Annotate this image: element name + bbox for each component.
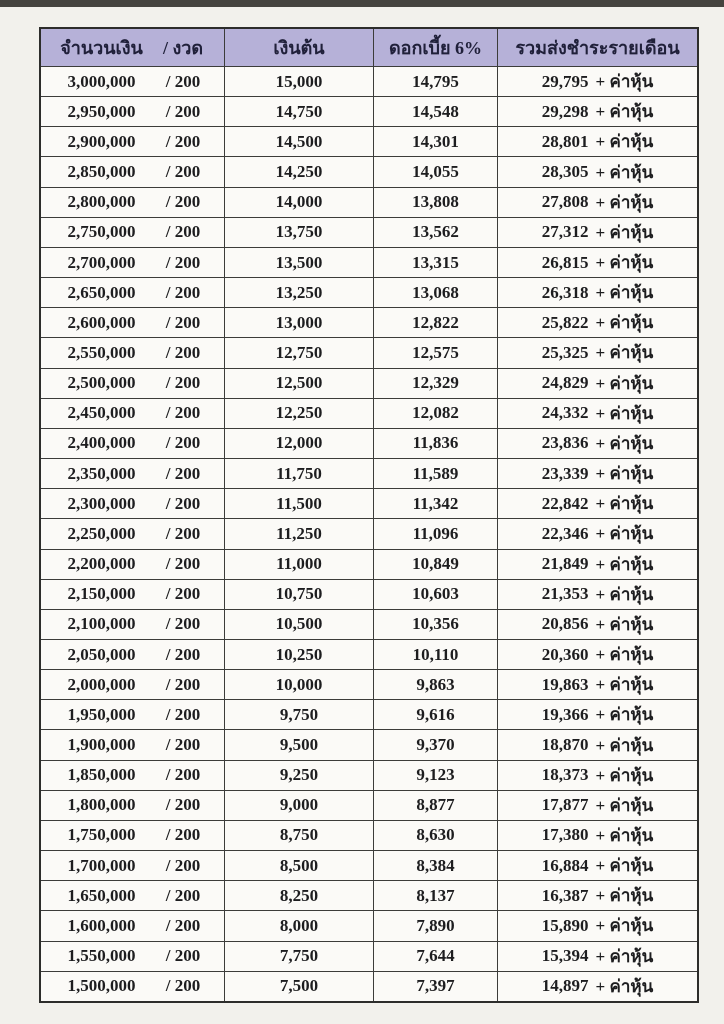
plus-share-label: + ค่าหุ้น	[595, 162, 654, 182]
amount-value: 1,850,000	[67, 765, 136, 785]
plus-share-label: + ค่าหุ้น	[595, 222, 654, 242]
principal-cell: 9,750	[224, 700, 373, 729]
total-cell	[497, 610, 697, 639]
plus-share-label: + ค่าหุ้น	[595, 132, 654, 152]
plus-share-label: + ค่าหุ้น	[595, 343, 654, 363]
amount-value: 2,950,000	[67, 101, 136, 121]
principal-cell: 8,000	[224, 911, 373, 940]
principal-cell: 10,750	[224, 580, 373, 609]
interest-cell: 8,137	[373, 881, 497, 910]
table-row	[41, 488, 697, 518]
amount-cell	[41, 218, 224, 247]
total-cell	[497, 278, 697, 307]
plus-share-label: + ค่าหุ้น	[595, 886, 654, 906]
total-value: 26,815	[541, 252, 589, 272]
table-row	[41, 790, 697, 820]
amount-cell	[41, 519, 224, 548]
table-row	[41, 609, 697, 639]
plus-share-label: + ค่าหุ้น	[595, 524, 654, 544]
total-cell	[497, 218, 697, 247]
plus-share-label: + ค่าหุ้น	[595, 976, 654, 996]
plus-share-label: + ค่าหุ้น	[595, 735, 654, 755]
table-row	[41, 639, 697, 669]
interest-cell: 12,329	[373, 369, 497, 398]
header-per-installment-label: / งวด	[162, 38, 204, 58]
amount-value: 2,900,000	[67, 131, 136, 151]
total-cell	[497, 369, 697, 398]
table-row	[41, 247, 697, 277]
interest-cell: 12,575	[373, 338, 497, 367]
total-cell	[497, 670, 697, 699]
per-installment-value: / 200	[165, 554, 201, 574]
plus-share-label: + ค่าหุ้น	[595, 313, 654, 333]
amount-value: 1,650,000	[67, 885, 136, 905]
amount-cell	[41, 188, 224, 217]
total-value: 16,387	[541, 885, 589, 905]
plus-share-label: + ค่าหุ้น	[595, 403, 654, 423]
per-installment-value: / 200	[165, 162, 201, 182]
header-principal-label: เงินต้น	[224, 29, 373, 66]
amount-value: 2,750,000	[67, 222, 136, 242]
table-row	[41, 368, 697, 398]
header-amount-cell	[41, 29, 224, 66]
interest-cell: 11,342	[373, 489, 497, 518]
amount-cell	[41, 429, 224, 458]
table-row	[41, 307, 697, 337]
interest-cell: 13,315	[373, 248, 497, 277]
total-cell	[497, 308, 697, 337]
per-installment-value: / 200	[165, 735, 201, 755]
total-cell	[497, 429, 697, 458]
per-installment-value: / 200	[165, 584, 201, 604]
amount-cell	[41, 851, 224, 880]
table-header-row	[41, 29, 697, 66]
per-installment-value: / 200	[165, 463, 201, 483]
per-installment-value: / 200	[165, 523, 201, 543]
total-cell	[497, 851, 697, 880]
amount-value: 2,800,000	[67, 192, 136, 212]
amount-value: 2,700,000	[67, 252, 136, 272]
amount-cell	[41, 821, 224, 850]
interest-cell: 8,877	[373, 791, 497, 820]
interest-cell: 9,370	[373, 730, 497, 759]
total-cell	[497, 942, 697, 971]
plus-share-label: + ค่าหุ้น	[595, 554, 654, 574]
amount-cell	[41, 791, 224, 820]
total-value: 20,360	[541, 644, 589, 664]
total-value: 19,366	[541, 704, 589, 724]
amount-cell	[41, 97, 224, 126]
plus-share-label: + ค่าหุ้น	[595, 494, 654, 514]
principal-cell: 8,250	[224, 881, 373, 910]
table-row	[41, 549, 697, 579]
amount-cell	[41, 670, 224, 699]
total-value: 25,822	[541, 312, 589, 332]
principal-cell: 12,750	[224, 338, 373, 367]
principal-cell: 7,500	[224, 972, 373, 1001]
amount-value: 1,950,000	[67, 704, 136, 724]
total-value: 16,884	[541, 855, 589, 875]
table-row	[41, 760, 697, 790]
table-row	[41, 126, 697, 156]
interest-cell: 11,836	[373, 429, 497, 458]
table-row	[41, 187, 697, 217]
per-installment-value: / 200	[165, 373, 201, 393]
total-cell	[497, 881, 697, 910]
principal-cell: 11,750	[224, 459, 373, 488]
per-installment-value: / 200	[165, 493, 201, 513]
total-value: 29,795	[541, 71, 589, 91]
principal-cell: 12,000	[224, 429, 373, 458]
plus-share-label: + ค่าหุ้น	[595, 916, 654, 936]
total-value: 22,842	[541, 493, 589, 513]
plus-share-label: + ค่าหุ้น	[595, 584, 654, 604]
amount-value: 1,500,000	[67, 976, 136, 996]
amount-cell	[41, 67, 224, 96]
total-cell	[497, 338, 697, 367]
amount-value: 2,250,000	[67, 523, 136, 543]
principal-cell: 11,500	[224, 489, 373, 518]
table-row	[41, 398, 697, 428]
amount-cell	[41, 248, 224, 277]
amount-value: 2,500,000	[67, 373, 136, 393]
amount-value: 1,750,000	[67, 825, 136, 845]
amount-value: 1,600,000	[67, 915, 136, 935]
payment-table	[39, 27, 699, 1003]
total-cell	[497, 640, 697, 669]
total-cell	[497, 188, 697, 217]
total-cell	[497, 911, 697, 940]
header-interest-label: ดอกเบี้ย 6%	[373, 29, 497, 66]
table-row	[41, 941, 697, 971]
principal-cell: 10,250	[224, 640, 373, 669]
total-value: 18,870	[541, 735, 589, 755]
amount-value: 2,550,000	[67, 342, 136, 362]
per-installment-value: / 200	[165, 252, 201, 272]
total-value: 15,890	[541, 915, 589, 935]
table-row	[41, 971, 697, 1001]
per-installment-value: / 200	[165, 976, 201, 996]
total-value: 28,801	[541, 131, 589, 151]
interest-cell: 13,808	[373, 188, 497, 217]
plus-share-label: + ค่าหุ้น	[595, 795, 654, 815]
per-installment-value: / 200	[165, 282, 201, 302]
amount-cell	[41, 730, 224, 759]
total-cell	[497, 127, 697, 156]
total-cell	[497, 730, 697, 759]
total-value: 22,346	[541, 523, 589, 543]
principal-cell: 13,750	[224, 218, 373, 247]
amount-cell	[41, 942, 224, 971]
principal-cell: 9,500	[224, 730, 373, 759]
principal-cell: 14,250	[224, 157, 373, 186]
table-row	[41, 518, 697, 548]
total-value: 18,373	[541, 765, 589, 785]
amount-cell	[41, 911, 224, 940]
principal-cell: 12,250	[224, 399, 373, 428]
amount-cell	[41, 157, 224, 186]
principal-cell: 8,750	[224, 821, 373, 850]
plus-share-label: + ค่าหุ้น	[595, 464, 654, 484]
amount-value: 1,700,000	[67, 855, 136, 875]
amount-value: 2,300,000	[67, 493, 136, 513]
principal-cell: 9,250	[224, 761, 373, 790]
table-row	[41, 96, 697, 126]
interest-cell: 11,589	[373, 459, 497, 488]
interest-cell: 14,548	[373, 97, 497, 126]
amount-value: 2,100,000	[67, 614, 136, 634]
interest-cell: 12,082	[373, 399, 497, 428]
total-value: 20,856	[541, 614, 589, 634]
amount-cell	[41, 761, 224, 790]
amount-cell	[41, 489, 224, 518]
amount-cell	[41, 369, 224, 398]
total-value: 28,305	[541, 162, 589, 182]
plus-share-label: + ค่าหุ้น	[595, 675, 654, 695]
table-row	[41, 850, 697, 880]
per-installment-value: / 200	[165, 765, 201, 785]
interest-cell: 13,562	[373, 218, 497, 247]
amount-value: 2,150,000	[67, 584, 136, 604]
per-installment-value: / 200	[165, 915, 201, 935]
plus-share-label: + ค่าหุ้น	[595, 705, 654, 725]
total-value: 17,877	[541, 795, 589, 815]
interest-cell: 14,301	[373, 127, 497, 156]
amount-cell	[41, 580, 224, 609]
per-installment-value: / 200	[165, 704, 201, 724]
per-installment-value: / 200	[165, 674, 201, 694]
interest-cell: 10,849	[373, 550, 497, 579]
amount-cell	[41, 972, 224, 1001]
per-installment-value: / 200	[165, 855, 201, 875]
total-value: 27,808	[541, 192, 589, 212]
amount-cell	[41, 338, 224, 367]
total-cell	[497, 97, 697, 126]
total-value: 14,897	[541, 976, 589, 996]
amount-cell	[41, 700, 224, 729]
per-installment-value: / 200	[165, 71, 201, 91]
plus-share-label: + ค่าหุ้น	[595, 192, 654, 212]
principal-cell: 13,500	[224, 248, 373, 277]
table-row	[41, 579, 697, 609]
principal-cell: 10,000	[224, 670, 373, 699]
principal-cell: 13,250	[224, 278, 373, 307]
amount-cell	[41, 399, 224, 428]
total-value: 17,380	[541, 825, 589, 845]
amount-cell	[41, 640, 224, 669]
table-row	[41, 729, 697, 759]
plus-share-label: + ค่าหุ้น	[595, 946, 654, 966]
interest-cell: 8,630	[373, 821, 497, 850]
per-installment-value: / 200	[165, 795, 201, 815]
table-row	[41, 458, 697, 488]
plus-share-label: + ค่าหุ้น	[595, 614, 654, 634]
interest-cell: 9,863	[373, 670, 497, 699]
scan-edge-artifact	[0, 0, 724, 7]
total-value: 15,394	[541, 946, 589, 966]
amount-value: 1,550,000	[67, 946, 136, 966]
per-installment-value: / 200	[165, 644, 201, 664]
total-cell	[497, 700, 697, 729]
table-row	[41, 820, 697, 850]
interest-cell: 8,384	[373, 851, 497, 880]
total-cell	[497, 489, 697, 518]
total-value: 27,312	[541, 222, 589, 242]
amount-value: 2,650,000	[67, 282, 136, 302]
plus-share-label: + ค่าหุ้น	[595, 765, 654, 785]
per-installment-value: / 200	[165, 192, 201, 212]
total-cell	[497, 519, 697, 548]
total-cell	[497, 399, 697, 428]
plus-share-label: + ค่าหุ้น	[595, 856, 654, 876]
per-installment-value: / 200	[165, 222, 201, 242]
table-row	[41, 880, 697, 910]
total-cell	[497, 761, 697, 790]
table-row	[41, 337, 697, 367]
per-installment-value: / 200	[165, 312, 201, 332]
plus-share-label: + ค่าหุ้น	[595, 72, 654, 92]
amount-cell	[41, 127, 224, 156]
total-cell	[497, 248, 697, 277]
principal-cell: 13,000	[224, 308, 373, 337]
interest-cell: 10,356	[373, 610, 497, 639]
principal-cell: 14,500	[224, 127, 373, 156]
total-cell	[497, 157, 697, 186]
per-installment-value: / 200	[165, 403, 201, 423]
total-value: 19,863	[541, 674, 589, 694]
interest-cell: 10,110	[373, 640, 497, 669]
per-installment-value: / 200	[165, 825, 201, 845]
principal-cell: 11,000	[224, 550, 373, 579]
plus-share-label: + ค่าหุ้น	[595, 825, 654, 845]
total-cell	[497, 972, 697, 1001]
total-cell	[497, 550, 697, 579]
interest-cell: 10,603	[373, 580, 497, 609]
plus-share-label: + ค่าหุ้น	[595, 253, 654, 273]
total-value: 21,849	[541, 554, 589, 574]
table-row	[41, 156, 697, 186]
amount-value: 2,200,000	[67, 554, 136, 574]
table-row	[41, 428, 697, 458]
principal-cell: 14,000	[224, 188, 373, 217]
amount-value: 1,800,000	[67, 795, 136, 815]
amount-cell	[41, 550, 224, 579]
table-row	[41, 277, 697, 307]
plus-share-label: + ค่าหุ้น	[595, 433, 654, 453]
principal-cell: 8,500	[224, 851, 373, 880]
amount-value: 2,000,000	[67, 674, 136, 694]
total-cell	[497, 67, 697, 96]
total-value: 25,325	[541, 342, 589, 362]
per-installment-value: / 200	[165, 101, 201, 121]
interest-cell: 9,123	[373, 761, 497, 790]
total-cell	[497, 580, 697, 609]
total-value: 29,298	[541, 101, 589, 121]
plus-share-label: + ค่าหุ้น	[595, 102, 654, 122]
principal-cell: 7,750	[224, 942, 373, 971]
header-total-label: รวมส่งชำระรายเดือน	[497, 29, 697, 66]
plus-share-label: + ค่าหุ้น	[595, 373, 654, 393]
principal-cell: 12,500	[224, 369, 373, 398]
interest-cell: 14,055	[373, 157, 497, 186]
amount-cell	[41, 881, 224, 910]
per-installment-value: / 200	[165, 342, 201, 362]
total-value: 21,353	[541, 584, 589, 604]
amount-value: 2,450,000	[67, 403, 136, 423]
total-cell	[497, 791, 697, 820]
interest-cell: 11,096	[373, 519, 497, 548]
plus-share-label: + ค่าหุ้น	[595, 283, 654, 303]
amount-cell	[41, 308, 224, 337]
principal-cell: 11,250	[224, 519, 373, 548]
interest-cell: 7,644	[373, 942, 497, 971]
amount-cell	[41, 459, 224, 488]
total-value: 23,836	[541, 433, 589, 453]
total-value: 24,829	[541, 373, 589, 393]
amount-value: 2,400,000	[67, 433, 136, 453]
per-installment-value: / 200	[165, 614, 201, 634]
amount-cell	[41, 610, 224, 639]
interest-cell: 7,890	[373, 911, 497, 940]
table-row	[41, 910, 697, 940]
table-row	[41, 669, 697, 699]
principal-cell: 9,000	[224, 791, 373, 820]
table-row	[41, 699, 697, 729]
header-amount-label: จำนวนเงิน	[60, 38, 143, 58]
total-cell	[497, 459, 697, 488]
interest-cell: 9,616	[373, 700, 497, 729]
total-value: 24,332	[541, 403, 589, 423]
per-installment-value: / 200	[165, 131, 201, 151]
principal-cell: 10,500	[224, 610, 373, 639]
amount-cell	[41, 278, 224, 307]
interest-cell: 7,397	[373, 972, 497, 1001]
interest-cell: 13,068	[373, 278, 497, 307]
amount-value: 3,000,000	[67, 71, 136, 91]
per-installment-value: / 200	[165, 946, 201, 966]
per-installment-value: / 200	[165, 433, 201, 453]
interest-cell: 12,822	[373, 308, 497, 337]
plus-share-label: + ค่าหุ้น	[595, 645, 654, 665]
amount-value: 2,050,000	[67, 644, 136, 664]
amount-value: 2,850,000	[67, 162, 136, 182]
principal-cell: 15,000	[224, 67, 373, 96]
table-row	[41, 66, 697, 96]
total-value: 26,318	[541, 282, 589, 302]
total-cell	[497, 821, 697, 850]
total-value: 23,339	[541, 463, 589, 483]
principal-cell: 14,750	[224, 97, 373, 126]
amount-value: 2,600,000	[67, 312, 136, 332]
table-row	[41, 217, 697, 247]
per-installment-value: / 200	[165, 885, 201, 905]
interest-cell: 14,795	[373, 67, 497, 96]
amount-value: 1,900,000	[67, 735, 136, 755]
amount-value: 2,350,000	[67, 463, 136, 483]
